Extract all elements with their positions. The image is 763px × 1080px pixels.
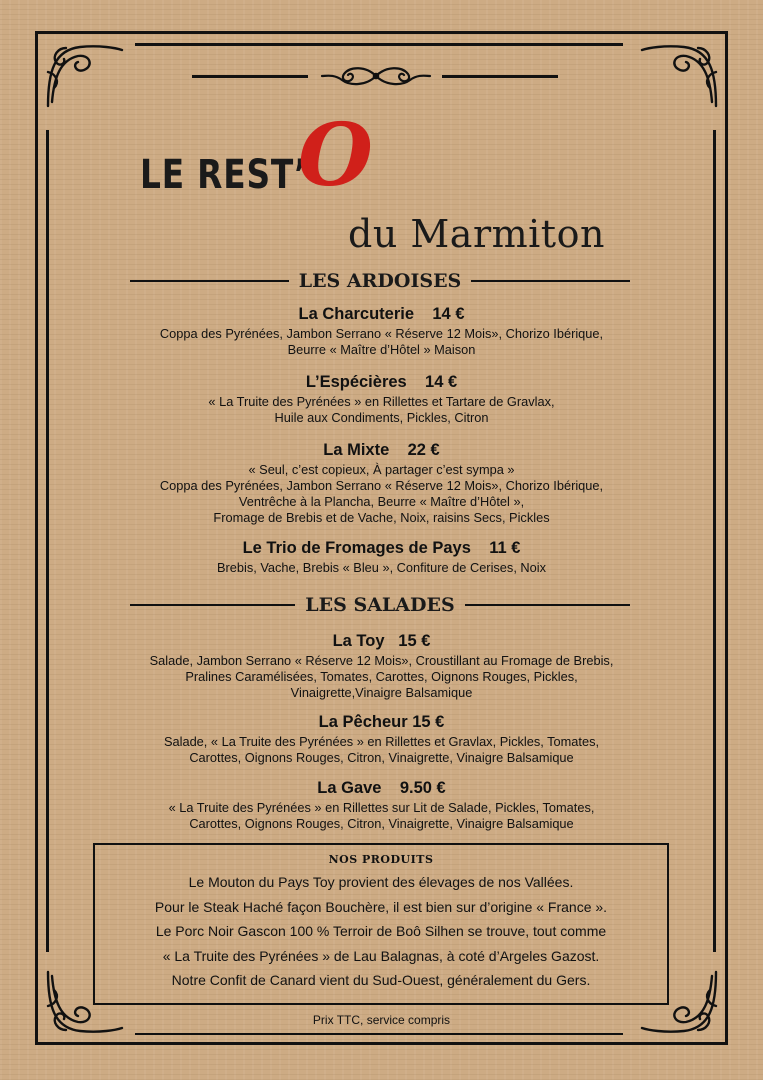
heading-rule: [130, 604, 295, 606]
nos-produits-heading: NOS PRODUITS: [328, 853, 434, 866]
inner-frame-top: [135, 43, 623, 46]
heading-rule: [130, 280, 289, 282]
dish-description-line: Coppa des Pyrénées, Jambon Serrano « Réserve 12 Mois», Chorizo Ibérique,: [159, 478, 604, 493]
menu-item-mixte: [110, 441, 653, 526]
dish-description-line: Carottes, Oignons Rouges, Citron, Vinaigrette, Vinaigre Balsamique: [189, 750, 574, 765]
section-heading-label: LES SALADES: [305, 594, 455, 616]
logo-subtitle: du Marmiton: [348, 212, 605, 256]
dish-description-line: Ventrêche à la Plancha, Beurre « Maître d’Hôtel »,: [238, 494, 525, 509]
inner-frame-right: [713, 130, 716, 952]
inner-frame-bottom: [135, 1033, 623, 1035]
section-heading-ardoises: [130, 270, 630, 292]
logo-le-rest: LE REST’: [140, 152, 308, 198]
dish-description-line: Huile aux Condiments, Pickles, Citron: [274, 410, 489, 425]
menu-item-pecheur: [110, 713, 653, 766]
produits-line: Pour le Steak Haché façon Bouchère, il est bien sur d’origine « France ».: [154, 898, 608, 915]
dish-description-line: Salade, « La Truite des Pyrénées » en Rillettes et Gravlax, Pickles, Tomates,: [163, 734, 600, 749]
menu-item-gave: [110, 779, 653, 832]
corner-flourish-top-left: [44, 42, 124, 112]
section-heading-salades: [130, 594, 630, 616]
ornament-line-right: [442, 75, 558, 78]
dish-description-line: Carottes, Oignons Rouges, Citron, Vinaigrette, Vinaigre Balsamique: [189, 816, 574, 831]
dish-title: La Pêcheur 15 €: [318, 713, 445, 731]
dish-description-line: Salade, Jambon Serrano « Réserve 12 Mois», Croustillant au Fromage de Brebis,: [149, 653, 614, 668]
dish-description-line: Pralines Caramélisées, Tomates, Carottes, Oignons Rouges, Pickles,: [185, 669, 578, 684]
menu-item-trio-fromages: [110, 539, 653, 576]
footer-note: Prix TTC, service compris: [312, 1013, 451, 1027]
top-scroll-ornament: [320, 62, 432, 90]
produits-line: Le Mouton du Pays Toy provient des élevages de nos Vallées.: [188, 874, 574, 890]
dish-title: La Mixte 22 €: [323, 441, 440, 459]
dish-title: La Charcuterie 14 €: [298, 305, 465, 323]
dish-description-line: Beurre « Maître d’Hôtel » Maison: [287, 342, 476, 357]
corner-flourish-top-right: [640, 42, 720, 112]
dish-description-line: Brebis, Vache, Brebis « Bleu », Confiture de Cerises, Noix: [216, 560, 547, 575]
nos-produits-box: [93, 843, 669, 1005]
menu-item-especieres: [110, 373, 653, 426]
dish-description-line: « La Truite des Pyrénées » en Rillettes sur Lit de Salade, Pickles, Tomates,: [168, 800, 595, 815]
dish-description-line: Fromage de Brebis et de Vache, Noix, raisins Secs, Pickles: [213, 510, 550, 525]
dish-description-line: « La Truite des Pyrénées » en Rillettes et Tartare de Gravlax,: [208, 394, 555, 409]
dish-description-line: Coppa des Pyrénées, Jambon Serrano « Réserve 12 Mois», Chorizo Ibérique,: [159, 326, 604, 341]
menu-item-toy: [110, 632, 653, 701]
ornament-line-left: [192, 75, 308, 78]
inner-frame-left: [46, 130, 49, 952]
produits-line: Le Porc Noir Gascon 100 % Terroir de Boô Silhen se trouve, tout comme: [155, 923, 607, 939]
heading-rule: [465, 604, 630, 606]
dish-title: La Gave 9.50 €: [317, 779, 446, 797]
heading-rule: [471, 280, 630, 282]
dish-title: Le Trio de Fromages de Pays 11 €: [242, 539, 521, 557]
produits-line: « La Truite des Pyrénées » de Lau Balagnas, à coté d’Argeles Gazost.: [162, 947, 600, 964]
dish-title: La Toy 15 €: [332, 632, 431, 650]
produits-line: Notre Confit de Canard vient du Sud-Ouest, généralement du Gers.: [171, 972, 591, 988]
dish-title: L’Espécières 14 €: [305, 373, 458, 391]
menu-item-charcuterie: [110, 305, 653, 358]
dish-description-line: Vinaigrette,Vinaigre Balsamique: [290, 685, 473, 700]
logo-o-letter: O: [298, 105, 373, 206]
dish-description-line: « Seul, c’est copieux, À partager c’est sympa »: [248, 462, 515, 477]
section-heading-label: LES ARDOISES: [298, 270, 462, 292]
